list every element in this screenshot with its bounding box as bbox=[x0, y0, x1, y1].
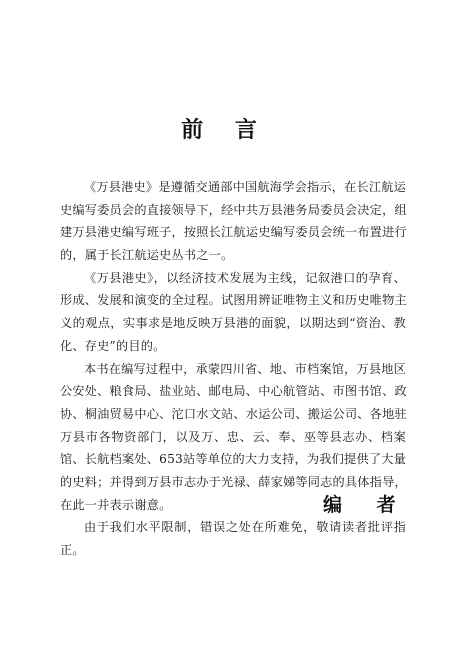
text-line: 正。 bbox=[60, 543, 85, 557]
text-line: 在此一并表示谢意。 bbox=[60, 497, 172, 512]
text-line: 史编写委员会的直接领导下，经中共万县港务局委员会决定，组 bbox=[60, 202, 407, 217]
signature: 编 者 bbox=[323, 494, 410, 516]
text-line: 协、桐油贸易中心、沱口水文站、水运公司、搬运公司、各地驻 bbox=[60, 406, 407, 421]
text-line: 化、存史”的目的。 bbox=[60, 338, 166, 353]
text-line: 馆、长航档案处、653站等单位的大力支持，为我们提供了大量 bbox=[60, 452, 406, 467]
text-line: 《万县港史》，以经济技术发展为主线，记叙港口的孕育、 bbox=[84, 270, 406, 285]
text-line: 的，属于长江航运史丛书之一。 bbox=[60, 248, 234, 263]
text-line: 的史料；并得到万县市志办于光禄、薛家娣等同志的具体指导， bbox=[60, 474, 407, 489]
text-line: 建万县港史编写班子，按照长江航运史编写委员会统一布置进行 bbox=[60, 225, 407, 240]
text-line: 义的观点，实事求是地反映万县港的面貌，以期达到“资治、教 bbox=[60, 316, 406, 331]
text-line: 形成、发展和演变的全过程。试图用辨证唯物主义和历史唯物主 bbox=[60, 293, 407, 308]
page-title: 前 言 bbox=[181, 117, 269, 143]
text-line: 公安处、粮食局、盐业站、邮电局、中心航管站、市图书馆、政 bbox=[60, 384, 407, 399]
text-line: 万县市各物资部门，以及万、忠、云、奉、巫等县志办、档案 bbox=[60, 429, 406, 444]
text-line: 《万县港史》是遵循交通部中国航海学会指示，在长江航运 bbox=[84, 180, 407, 194]
text-line: 本书在编写过程中，承蒙四川省、地、市档案馆，万县地区 bbox=[84, 361, 407, 376]
text-line: 由于我们水平限制，错误之处在所难免，敬请读者批评指 bbox=[84, 520, 406, 535]
